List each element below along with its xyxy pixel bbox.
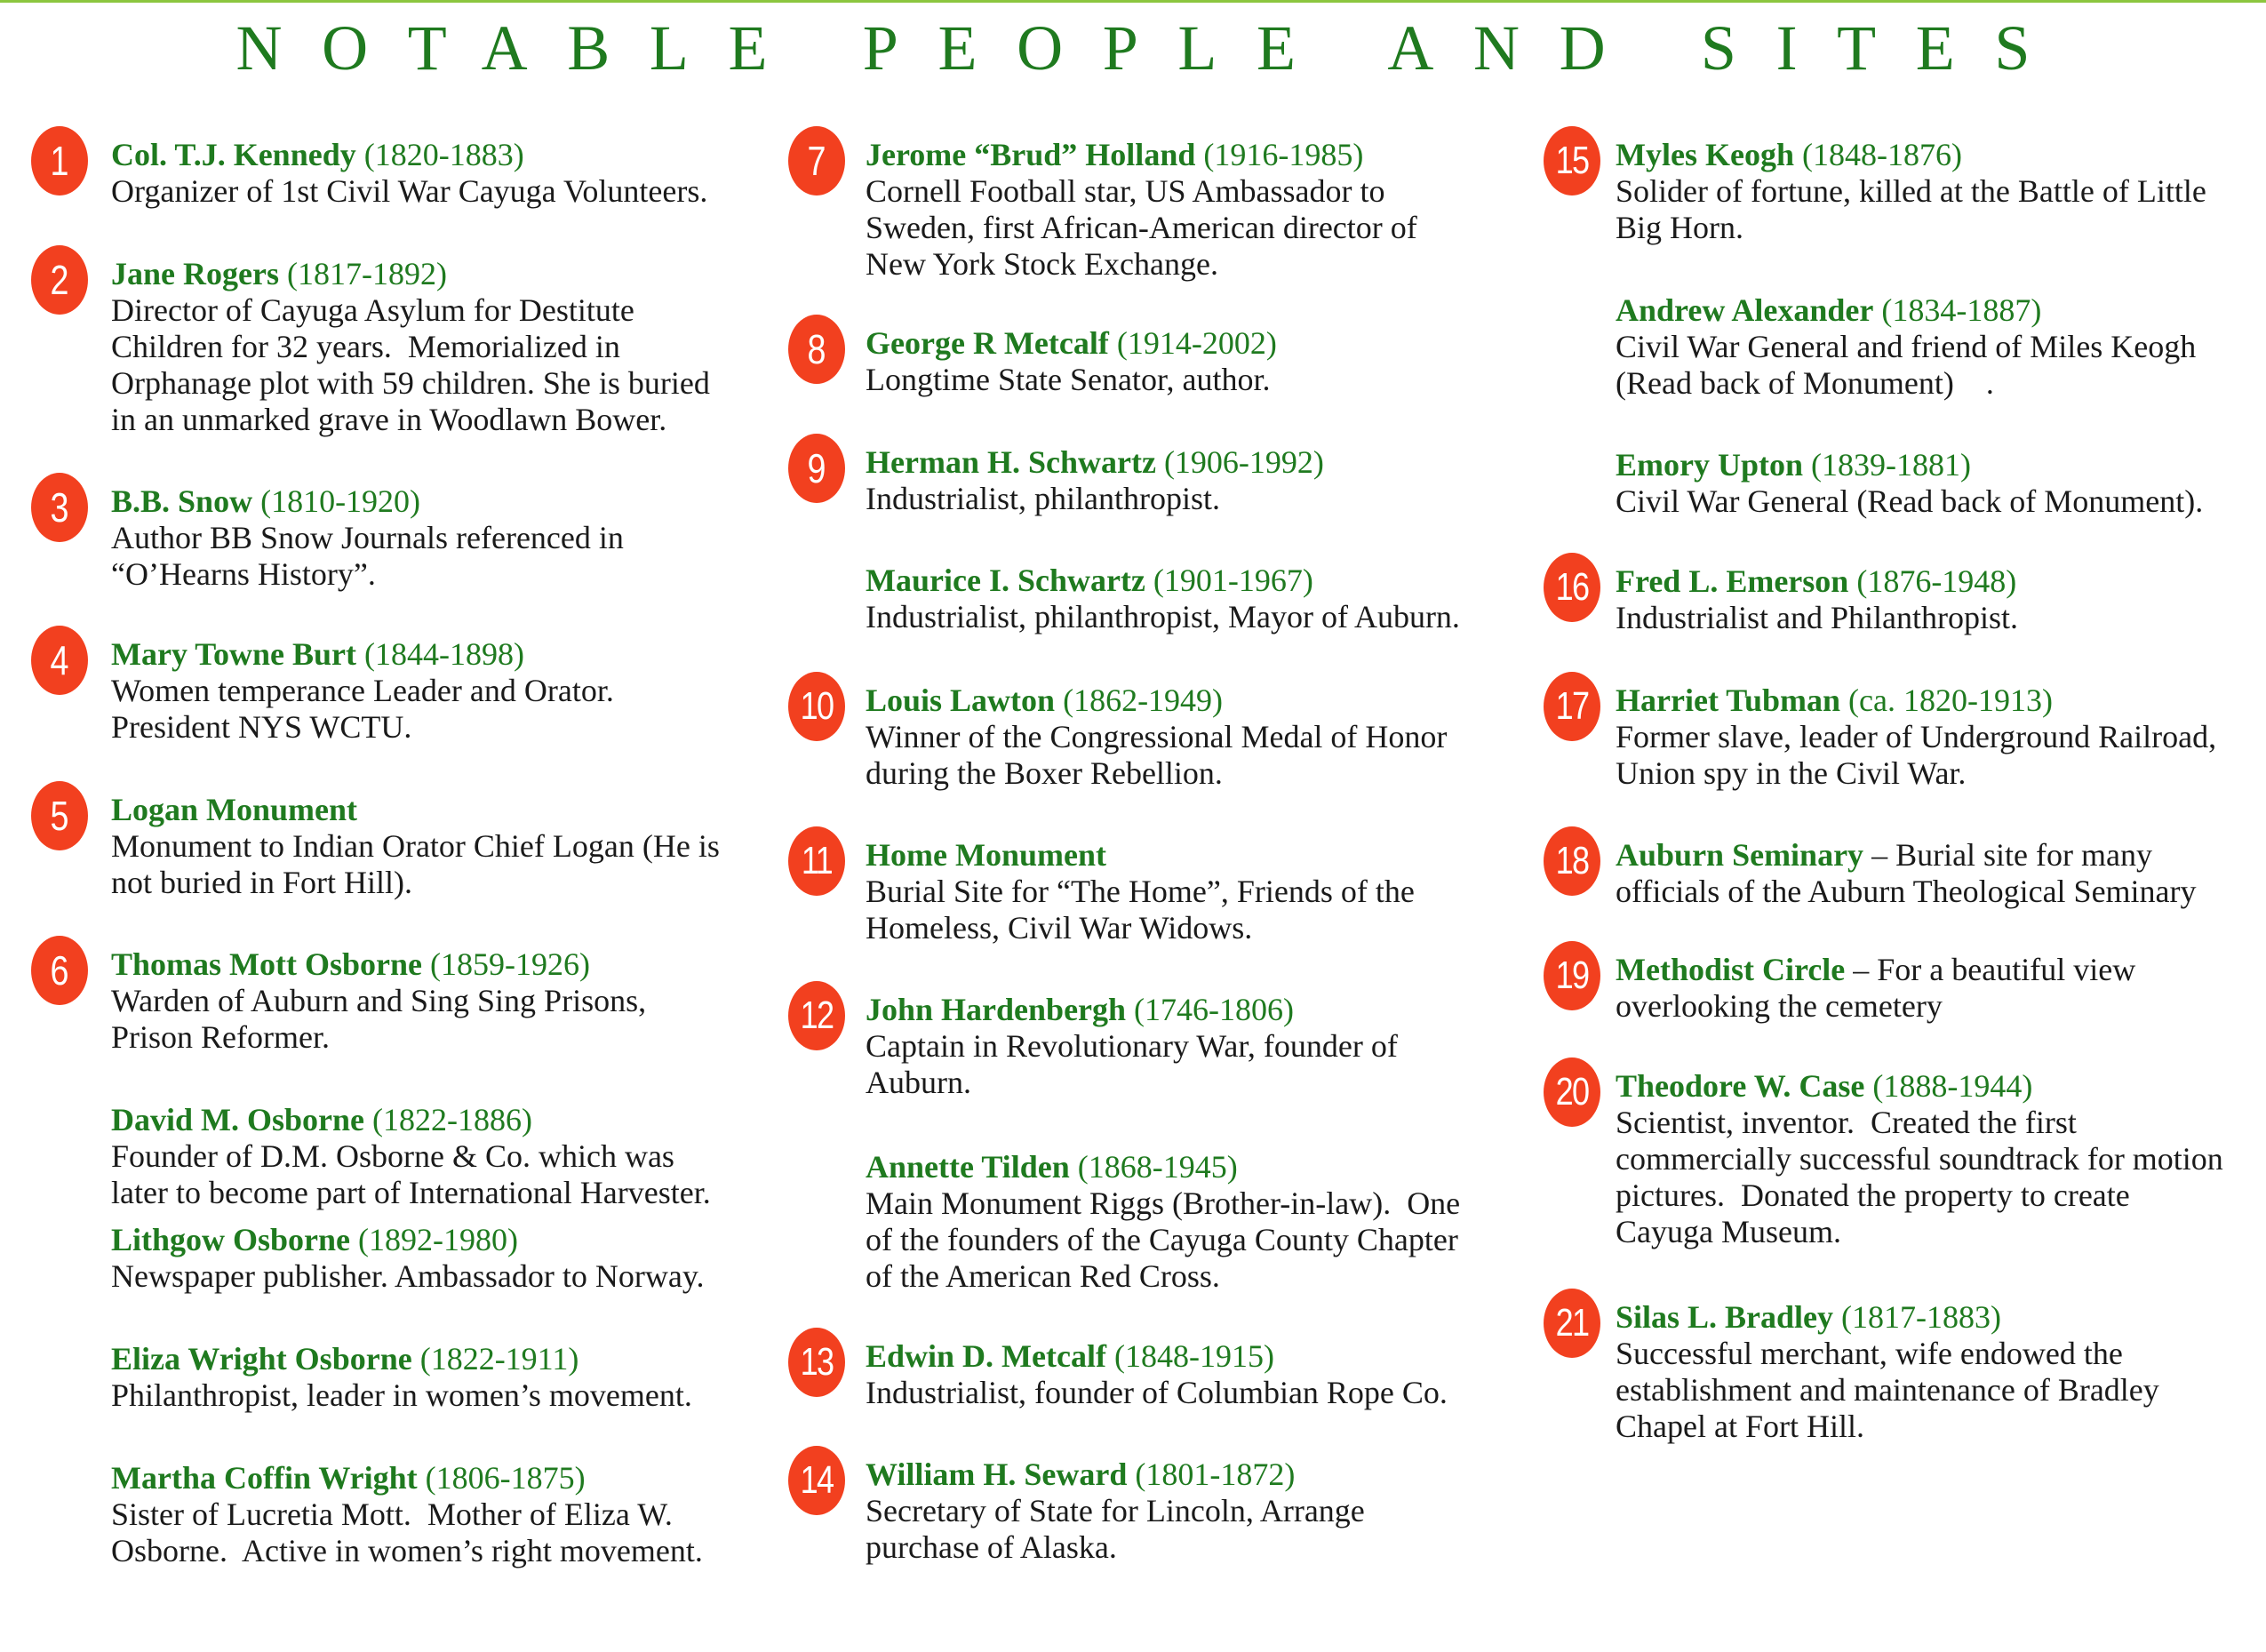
entry-heading: [111, 483, 624, 520]
description-line: not buried in Fort Hill).: [111, 865, 412, 900]
description-line: officials of the Auburn Theological Seminary: [1616, 874, 2197, 909]
description-line: Chapel at Fort Hill.: [1616, 1409, 1864, 1444]
entry-description: [866, 1493, 1365, 1566]
description-line: Women temperance Leader and Orator.: [111, 673, 614, 708]
description-line: Organizer of 1st Civil War Cayuga Volunteers.: [111, 173, 708, 209]
entry-dates: (1916-1985): [1203, 137, 1364, 172]
entry-description: [866, 362, 1277, 398]
entry-dates: (1892-1980): [358, 1222, 519, 1257]
description-line: Monument to Indian Orator Chief Logan (He is: [111, 828, 720, 864]
description-line: Homeless, Civil War Widows.: [866, 910, 1253, 946]
marker-number-7: 7: [788, 126, 845, 196]
entry-heading: [111, 1460, 703, 1496]
description-line: Philanthropist, leader in women’s movement.: [111, 1377, 692, 1413]
description-line: Former slave, leader of Underground Railroad,: [1616, 719, 2217, 754]
entry-dates: (1820-1883): [363, 137, 524, 172]
marker-number-16: 16: [1544, 553, 1600, 622]
marker-number-10: 10: [788, 672, 845, 741]
entry-dates: (1822-1886): [372, 1102, 532, 1137]
entry-name: Logan Monument: [111, 792, 358, 827]
entry-name: Mary Towne Burt: [111, 636, 357, 672]
description-line: Civil War General and friend of Miles Keogh: [1616, 329, 2197, 364]
entry: [1616, 837, 2197, 910]
description-line: Successful merchant, wife endowed the: [1616, 1336, 2123, 1371]
entry-dates: (1844-1898): [364, 636, 524, 672]
description-line: Author BB Snow Journals referenced in: [111, 520, 624, 555]
entry-heading: [111, 1222, 705, 1258]
entry-heading: [866, 1338, 1448, 1375]
description-line: Big Horn.: [1616, 210, 1743, 245]
entry-heading: [866, 837, 1415, 874]
entry-heading: [111, 946, 646, 983]
description-line: Children for 32 years. Memorialized in: [111, 329, 620, 364]
entry-heading: [866, 444, 1324, 481]
entry-name: Herman H. Schwartz: [866, 444, 1156, 480]
marker-number-20: 20: [1544, 1057, 1600, 1127]
entry-description: [111, 1377, 692, 1414]
entry: [1616, 292, 2196, 402]
entry: [111, 1341, 692, 1414]
entry-description: [866, 719, 1447, 792]
marker-number-2: 2: [31, 245, 88, 315]
marker-number-5: 5: [31, 781, 88, 850]
marker-number-6: 6: [31, 936, 88, 1005]
description-line: pictures. Donated the property to create: [1616, 1177, 2130, 1213]
entry: [1616, 563, 2018, 636]
marker-number-21: 21: [1544, 1289, 1600, 1358]
marker-number-8: 8: [788, 315, 845, 384]
entry-dates: (1746-1806): [1134, 992, 1295, 1027]
description-line: Scientist, inventor. Created the first: [1616, 1105, 2077, 1140]
entry: [866, 325, 1277, 398]
entry-description: [111, 1496, 703, 1569]
description-line: Solider of fortune, killed at the Battle of Little: [1616, 173, 2206, 209]
description-line: Secretary of State for Lincoln, Arrange: [866, 1493, 1365, 1528]
description-line: Burial Site for “The Home”, Friends of the: [866, 874, 1415, 909]
description-line: Union spy in the Civil War.: [1616, 755, 1967, 791]
entry-heading: [111, 256, 710, 292]
entry-dates: (1801-1872): [1135, 1456, 1296, 1492]
description-line: Longtime State Senator, author.: [866, 362, 1271, 397]
marker-number-18: 18: [1544, 826, 1600, 896]
entry-dates: (1901-1967): [1153, 563, 1313, 598]
description-line: Warden of Auburn and Sing Sing Prisons,: [111, 983, 647, 1018]
entry-heading: [1616, 952, 2135, 988]
entry-description: [866, 1375, 1448, 1411]
description-line: Industrialist, philanthropist, Mayor of Auburn.: [866, 599, 1460, 634]
entry-name: Annette Tilden: [866, 1149, 1070, 1185]
description-line: Orphanage plot with 59 children. She is buried: [111, 365, 710, 401]
entry-name: David M. Osborne: [111, 1102, 365, 1137]
entry: [1616, 447, 2203, 520]
description-line: Auburn.: [866, 1065, 971, 1100]
entry-description: [111, 673, 614, 746]
entry-name: George R Metcalf: [866, 325, 1109, 361]
entry: [111, 1102, 711, 1211]
entry-description: [1616, 1336, 2159, 1445]
entry-description: [111, 292, 710, 438]
entry: [866, 563, 1460, 635]
entry: [866, 137, 1417, 283]
description-line: President NYS WCTU.: [111, 709, 412, 745]
entry-description: [866, 874, 1415, 946]
entry: [866, 837, 1415, 946]
entry-heading: [866, 682, 1447, 719]
entry-heading: [1616, 137, 2206, 173]
entry-heading: [866, 325, 1277, 362]
description-line: Osborne. Active in women’s right movement.: [111, 1533, 703, 1568]
marker-number-17: 17: [1544, 672, 1600, 741]
entry-dates: (1834-1887): [1881, 292, 2042, 328]
entry-heading: [111, 792, 720, 828]
entry-name: Auburn Seminary: [1616, 837, 1864, 873]
entry-heading: [111, 1341, 692, 1377]
entry-description: [111, 520, 624, 593]
entry-heading: [111, 137, 707, 173]
entry-heading: [866, 1456, 1365, 1493]
description-line: Winner of the Congressional Medal of Honor: [866, 719, 1448, 754]
description-line: establishment and maintenance of Bradley: [1616, 1372, 2159, 1408]
entry-heading: [866, 563, 1460, 599]
entry-heading: [1616, 292, 2196, 329]
entry: [866, 682, 1447, 792]
entry-description: [866, 173, 1417, 283]
entry: [111, 1222, 705, 1295]
entry-name: Jane Rogers: [111, 256, 279, 291]
entry-description: [1616, 483, 2203, 520]
description-line: Civil War General (Read back of Monument).: [1616, 483, 2204, 519]
entry: [111, 483, 624, 593]
entry-dates: (1868-1945): [1077, 1149, 1238, 1185]
entry: [866, 1456, 1365, 1566]
description-line: Industrialist, philanthropist.: [866, 481, 1220, 516]
entry-name: Andrew Alexander: [1616, 292, 1874, 328]
entry: [1616, 137, 2206, 246]
entry-description: [111, 983, 646, 1056]
entry: [111, 792, 720, 901]
entry: [111, 137, 707, 210]
entry: [1616, 682, 2216, 792]
marker-number-9: 9: [788, 434, 845, 503]
entry-heading: [866, 137, 1417, 173]
description-line: Cornell Football star, US Ambassador to: [866, 173, 1385, 209]
entry-dates: (1817-1883): [1841, 1299, 2002, 1335]
entry-name: Louis Lawton: [866, 682, 1056, 718]
entry: [111, 1460, 703, 1569]
entry-dates: (ca. 1820-1913): [1848, 682, 2053, 718]
entry-dates: (1817-1892): [286, 256, 447, 291]
entry-name: Home Monument: [866, 837, 1106, 873]
top-rule: [0, 0, 2266, 3]
entry-dates: (1848-1915): [1113, 1338, 1274, 1374]
description-line: Director of Cayuga Asylum for Destitute: [111, 292, 634, 328]
entry-heading: [111, 636, 614, 673]
entry-description: [1616, 329, 2196, 402]
description-line: Industrialist and Philanthropist.: [1616, 600, 2018, 635]
marker-number-15: 15: [1544, 126, 1600, 196]
entry-heading: [1616, 447, 2203, 483]
entry-name: Harriet Tubman: [1616, 682, 1841, 718]
entry-name: John Hardenbergh: [866, 992, 1127, 1027]
entry-name: Silas L. Bradley: [1616, 1299, 1834, 1335]
entry-name: Emory Upton: [1616, 447, 1804, 483]
entry-dates: (1822-1911): [419, 1341, 579, 1377]
entry-name: Eliza Wright Osborne: [111, 1341, 412, 1377]
entry-dates: (1914-2002): [1116, 325, 1277, 361]
description-line: Captain in Revolutionary War, founder of: [866, 1028, 1398, 1064]
entry-description: [111, 1258, 705, 1295]
entry-description: [866, 1185, 1460, 1295]
entry-dates: (1906-1992): [1163, 444, 1324, 480]
entry-name: William H. Seward: [866, 1456, 1128, 1492]
entry: [866, 444, 1324, 517]
entry-name: Edwin D. Metcalf: [866, 1338, 1106, 1374]
entry: [866, 1338, 1448, 1411]
description-line: Newspaper publisher. Ambassador to Norway.: [111, 1258, 705, 1294]
entry-name: B.B. Snow: [111, 483, 253, 519]
entry-description: [1616, 600, 2018, 636]
entry-dates: (1876-1948): [1856, 563, 2017, 599]
page-title: NOTABLE PEOPLE AND SITES: [235, 12, 2071, 84]
entry-description: [1616, 173, 2206, 246]
entry-name: Lithgow Osborne: [111, 1222, 351, 1257]
entry-dates: (1859-1926): [430, 946, 590, 982]
marker-number-1: 1: [31, 126, 88, 196]
description-line: during the Boxer Rebellion.: [866, 755, 1223, 791]
entry-heading: [1616, 563, 2018, 600]
entry-name: Fred L. Emerson: [1616, 563, 1849, 599]
entry-heading: [1616, 1068, 2223, 1105]
entry-dates: (1862-1949): [1063, 682, 1224, 718]
entry: [111, 636, 614, 746]
entry-heading: [866, 992, 1398, 1028]
entry: [866, 1149, 1460, 1295]
description-line: (Read back of Monument) .: [1616, 365, 1994, 401]
entry-description: [111, 828, 720, 901]
entry-description: [1616, 1105, 2223, 1250]
entry-inline-description: – Burial site for many: [1863, 837, 2152, 873]
entry-description: [1616, 874, 2197, 910]
description-line: Sister of Lucretia Mott. Mother of Eliza W.: [111, 1496, 673, 1532]
entry-description: [1616, 988, 2135, 1025]
entry-description: [111, 173, 707, 210]
entry-name: Martha Coffin Wright: [111, 1460, 418, 1496]
description-line: of the American Red Cross.: [866, 1258, 1220, 1294]
entry-heading: [1616, 837, 2197, 874]
entry-inline-description: – For a beautiful view: [1845, 952, 2136, 987]
entry-heading: [111, 1102, 711, 1138]
entry-dates: (1839-1881): [1811, 447, 1971, 483]
entry: [111, 946, 646, 1056]
description-line: in an unmarked grave in Woodlawn Bower.: [111, 402, 667, 437]
entry-name: Myles Keogh: [1616, 137, 1794, 172]
entry-heading: [866, 1149, 1460, 1185]
entry-name: Maurice I. Schwartz: [866, 563, 1145, 598]
entry-description: [111, 1138, 711, 1211]
entry-heading: [1616, 1299, 2159, 1336]
description-line: Main Monument Riggs (Brother-in-law). One: [866, 1185, 1461, 1221]
entry: [1616, 1068, 2223, 1250]
entry-dates: (1806-1875): [425, 1460, 586, 1496]
entry-name: Thomas Mott Osborne: [111, 946, 422, 982]
entry-description: [866, 599, 1460, 635]
marker-number-12: 12: [788, 981, 845, 1050]
entry-heading: [1616, 682, 2216, 719]
entry-description: [1616, 719, 2216, 792]
marker-number-3: 3: [31, 473, 88, 542]
entry-description: [866, 1028, 1398, 1101]
entry-name: Jerome “Brud” Holland: [866, 137, 1196, 172]
entry: [1616, 952, 2135, 1025]
entry: [111, 256, 710, 438]
entry-dates: (1888-1944): [1872, 1068, 2033, 1104]
description-line: Industrialist, founder of Columbian Rope Co.: [866, 1375, 1448, 1410]
entry: [1616, 1299, 2159, 1445]
entry-name: Col. T.J. Kennedy: [111, 137, 356, 172]
description-line: Prison Reformer.: [111, 1019, 330, 1055]
marker-number-4: 4: [31, 626, 88, 695]
entry: [866, 992, 1398, 1101]
marker-number-19: 19: [1544, 941, 1600, 1010]
description-line: Sweden, first African-American director of: [866, 210, 1417, 245]
description-line: Cayuga Museum.: [1616, 1214, 1841, 1249]
description-line: commercially successful soundtrack for motion: [1616, 1141, 2223, 1177]
entry-description: [866, 481, 1324, 517]
description-line: later to become part of International Harvester.: [111, 1175, 711, 1210]
description-line: purchase of Alaska.: [866, 1529, 1117, 1565]
description-line: of the founders of the Cayuga County Chapter: [866, 1222, 1458, 1257]
description-line: Founder of D.M. Osborne & Co. which was: [111, 1138, 674, 1174]
marker-number-11: 11: [788, 826, 845, 896]
description-line: overlooking the cemetery: [1616, 988, 1943, 1024]
marker-number-13: 13: [788, 1328, 845, 1397]
entry-dates: (1848-1876): [1801, 137, 1962, 172]
marker-number-14: 14: [788, 1446, 845, 1515]
entry-dates: (1810-1920): [260, 483, 421, 519]
description-line: New York Stock Exchange.: [866, 246, 1218, 282]
description-line: “O’Hearns History”.: [111, 556, 376, 592]
entry-name: Methodist Circle: [1616, 952, 1846, 987]
entry-name: Theodore W. Case: [1616, 1068, 1865, 1104]
